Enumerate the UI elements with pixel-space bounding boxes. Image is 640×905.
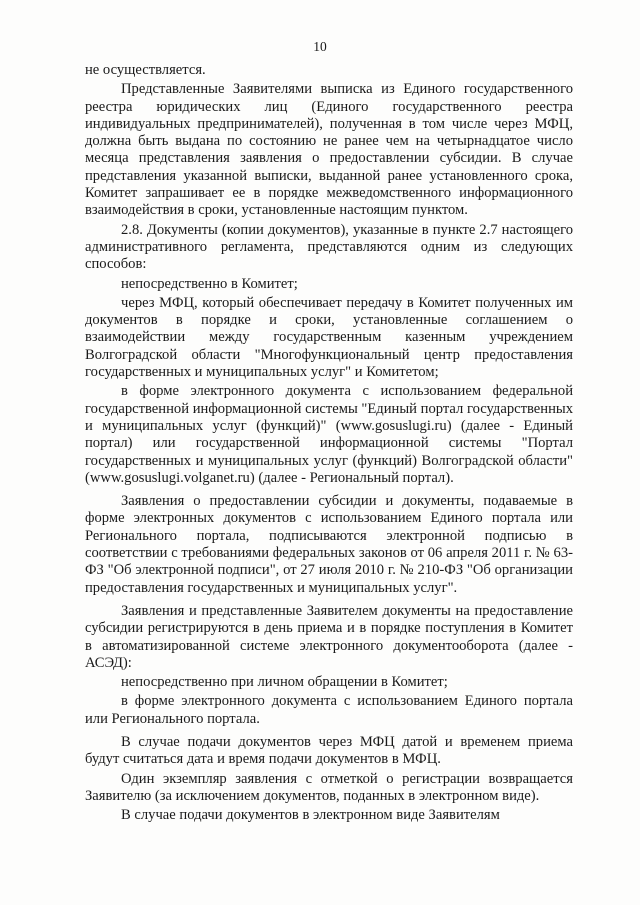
paragraph: 2.8. Документы (копии документов), указанные в пункте 2.7 настоящего административного регламента, представляются одним из следующих способов: xyxy=(85,221,573,273)
paragraph: непосредственно при личном обращении в Комитет; xyxy=(121,674,448,691)
paragraph: не осуществляется. xyxy=(85,62,206,78)
paragraph: В случае подачи документов через МФЦ датой и временем приема будут считаться дата и время подачи документов в МФЦ. xyxy=(85,733,573,768)
paragraph: Представленные Заявителями выписка из Единого государственного реестра юридических лиц (Единого государственного реестра индивидуальных предпринимателей), полученная в том числе через МФЦ, должна быть выдана по состоянию не ранее чем на четырнадцатое число месяца представления заявления о предоставлении субсидии. В случае представления указанной выписки, выданной ранее установленного срока, Комитет запрашивает ее в порядке межведомственного информационного взаимодействия в сроки, установленные настоящим пунктом. xyxy=(85,81,573,219)
paragraph: Заявления о предоставлении субсидии и документы, подаваемые в форме электронных документов с использованием Единого портала или Регионального портала, подписываются электронной подписью в соответствии с требованиями федеральных законов от 06 апреля 2011 г. № 63-ФЗ "Об электронной подписи", от 27 июля 2010 г. № 210-ФЗ "Об организации предоставления государственных и муниципальных услуг". xyxy=(85,493,573,596)
paragraph: В случае подачи документов в электронном виде Заявителям xyxy=(121,807,500,824)
paragraph: непосредственно в Комитет; xyxy=(121,275,298,292)
page-number: 10 xyxy=(313,39,327,54)
paragraph: Один экземпляр заявления с отметкой о регистрации возвращается Заявителю (за исключением документов, поданных в электронном виде). xyxy=(85,770,573,804)
document-body xyxy=(85,62,573,826)
paragraph: в форме электронного документа с использованием Единого портала или Регионального портала. xyxy=(85,693,573,727)
paragraph: Заявления и представленные Заявителем документы на предоставление субсидии регистрируются в день приема и в порядке поступления в Комитет в автоматизированной системе электронного документооборота (далее - АСЭД): xyxy=(85,602,573,671)
paragraph: через МФЦ, который обеспечивает передачу в Комитет полученных им документов в порядке и сроки, установленные соглашением о взаимодействии между государственным казенным учреждением Волгоградской области "Многофункциональный центр предоставления государственных и муниципальных услуг" и Комитетом; xyxy=(85,294,573,381)
paragraph: в форме электронного документа с использованием федеральной государственной информационной системы "Единый портал государственных и муниципальных услуг (функций)" (www.gosuslugi.ru) (далее - Единый портал) или государственной информационной системы "Портал государственных и муниципальных услуг (функций) Волгоградской области" (www.gosuslugi.volganet.ru) (далее - Региональный портал). xyxy=(85,383,573,486)
